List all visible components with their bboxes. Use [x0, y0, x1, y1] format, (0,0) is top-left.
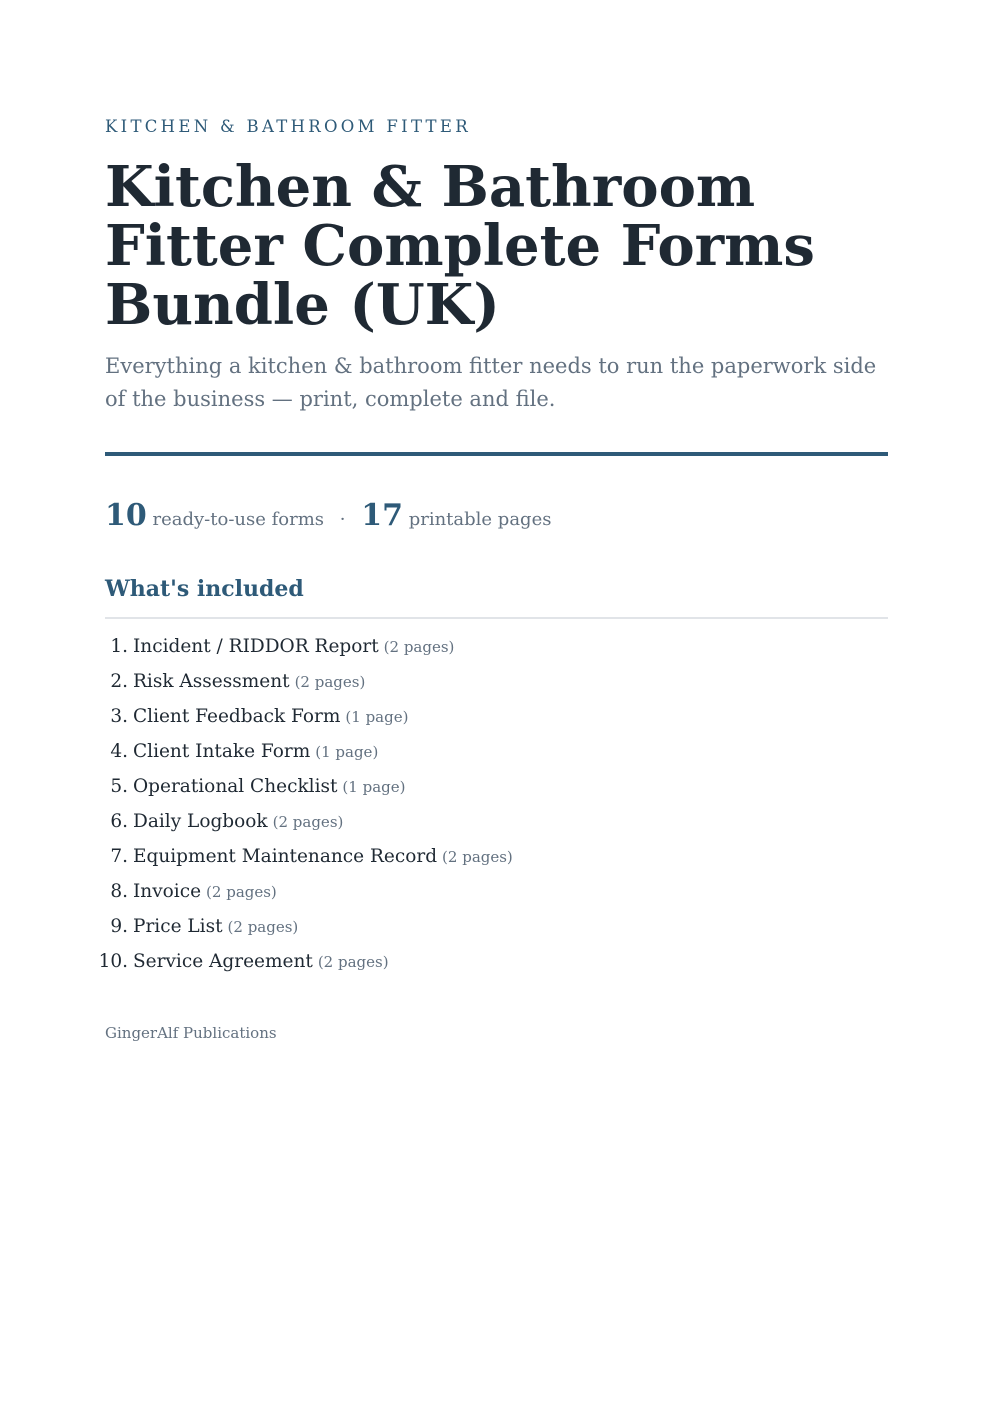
list-item-number: 1.	[110, 636, 128, 657]
pages-count: 17	[361, 498, 403, 533]
list-item-pages: (2 pages)	[206, 883, 277, 901]
list-item-name: Client Intake Form	[133, 741, 311, 762]
page-subtitle: Everything a kitchen & bathroom fitter needs to run the paperwork side of the business — print, complete and file.	[105, 354, 877, 411]
list-item-pages: (2 pages)	[317, 953, 389, 971]
list-item-pages: (2 pages)	[294, 673, 366, 691]
list-item-name: Operational Checklist	[133, 776, 338, 797]
list-item-number: 4.	[110, 741, 128, 762]
category-eyebrow: KITCHEN & BATHROOM FITTER	[105, 117, 471, 136]
list-item-pages: (1 page)	[345, 708, 409, 726]
list-item-number: 9.	[110, 916, 128, 937]
pages-count-label: printable pages	[408, 509, 552, 530]
bundle-stats	[105, 496, 551, 540]
list-item-name: Equipment Maintenance Record	[133, 846, 438, 867]
list-item-number: 6.	[110, 811, 128, 832]
list-item-name: Client Feedback Form	[133, 706, 341, 727]
list-item-pages: (2 pages)	[272, 813, 344, 831]
list-item-pages: (2 pages)	[442, 848, 513, 866]
section-divider	[105, 617, 888, 619]
list-item-name: Incident / RIDDOR Report	[133, 636, 379, 657]
title-line: Bundle (UK)	[105, 272, 500, 338]
section-heading: What's included	[105, 576, 304, 602]
forms-count: 10	[105, 498, 147, 533]
list-item-pages: (1 page)	[315, 743, 379, 761]
list-item-pages: (2 pages)	[383, 638, 455, 656]
list-item-pages: (1 page)	[342, 778, 406, 796]
list-item-number: 7.	[110, 846, 128, 867]
list-item-number: 3.	[110, 706, 128, 727]
list-item-name: Daily Logbook	[133, 811, 268, 832]
list-item-number: 8.	[110, 881, 128, 902]
list-item-name: Invoice	[133, 881, 202, 902]
page-title	[105, 154, 905, 338]
title-line: Fitter Complete Forms	[105, 213, 815, 279]
header-divider	[105, 452, 888, 456]
list-item-name: Price List	[133, 916, 223, 937]
title-line: Kitchen & Bathroom	[105, 154, 756, 220]
publisher-footer: GingerAlf Publications	[105, 1024, 277, 1042]
list-item-name: Risk Assessment	[133, 671, 290, 692]
stats-separator: ·	[339, 509, 346, 530]
list-item-number: 5.	[110, 776, 128, 797]
list-item-number: 2.	[110, 671, 128, 692]
list-item-pages: (2 pages)	[227, 918, 299, 936]
list-item-number: 10.	[98, 951, 128, 972]
forms-count-label: ready-to-use forms	[152, 509, 325, 530]
list-item-name: Service Agreement	[133, 951, 313, 972]
